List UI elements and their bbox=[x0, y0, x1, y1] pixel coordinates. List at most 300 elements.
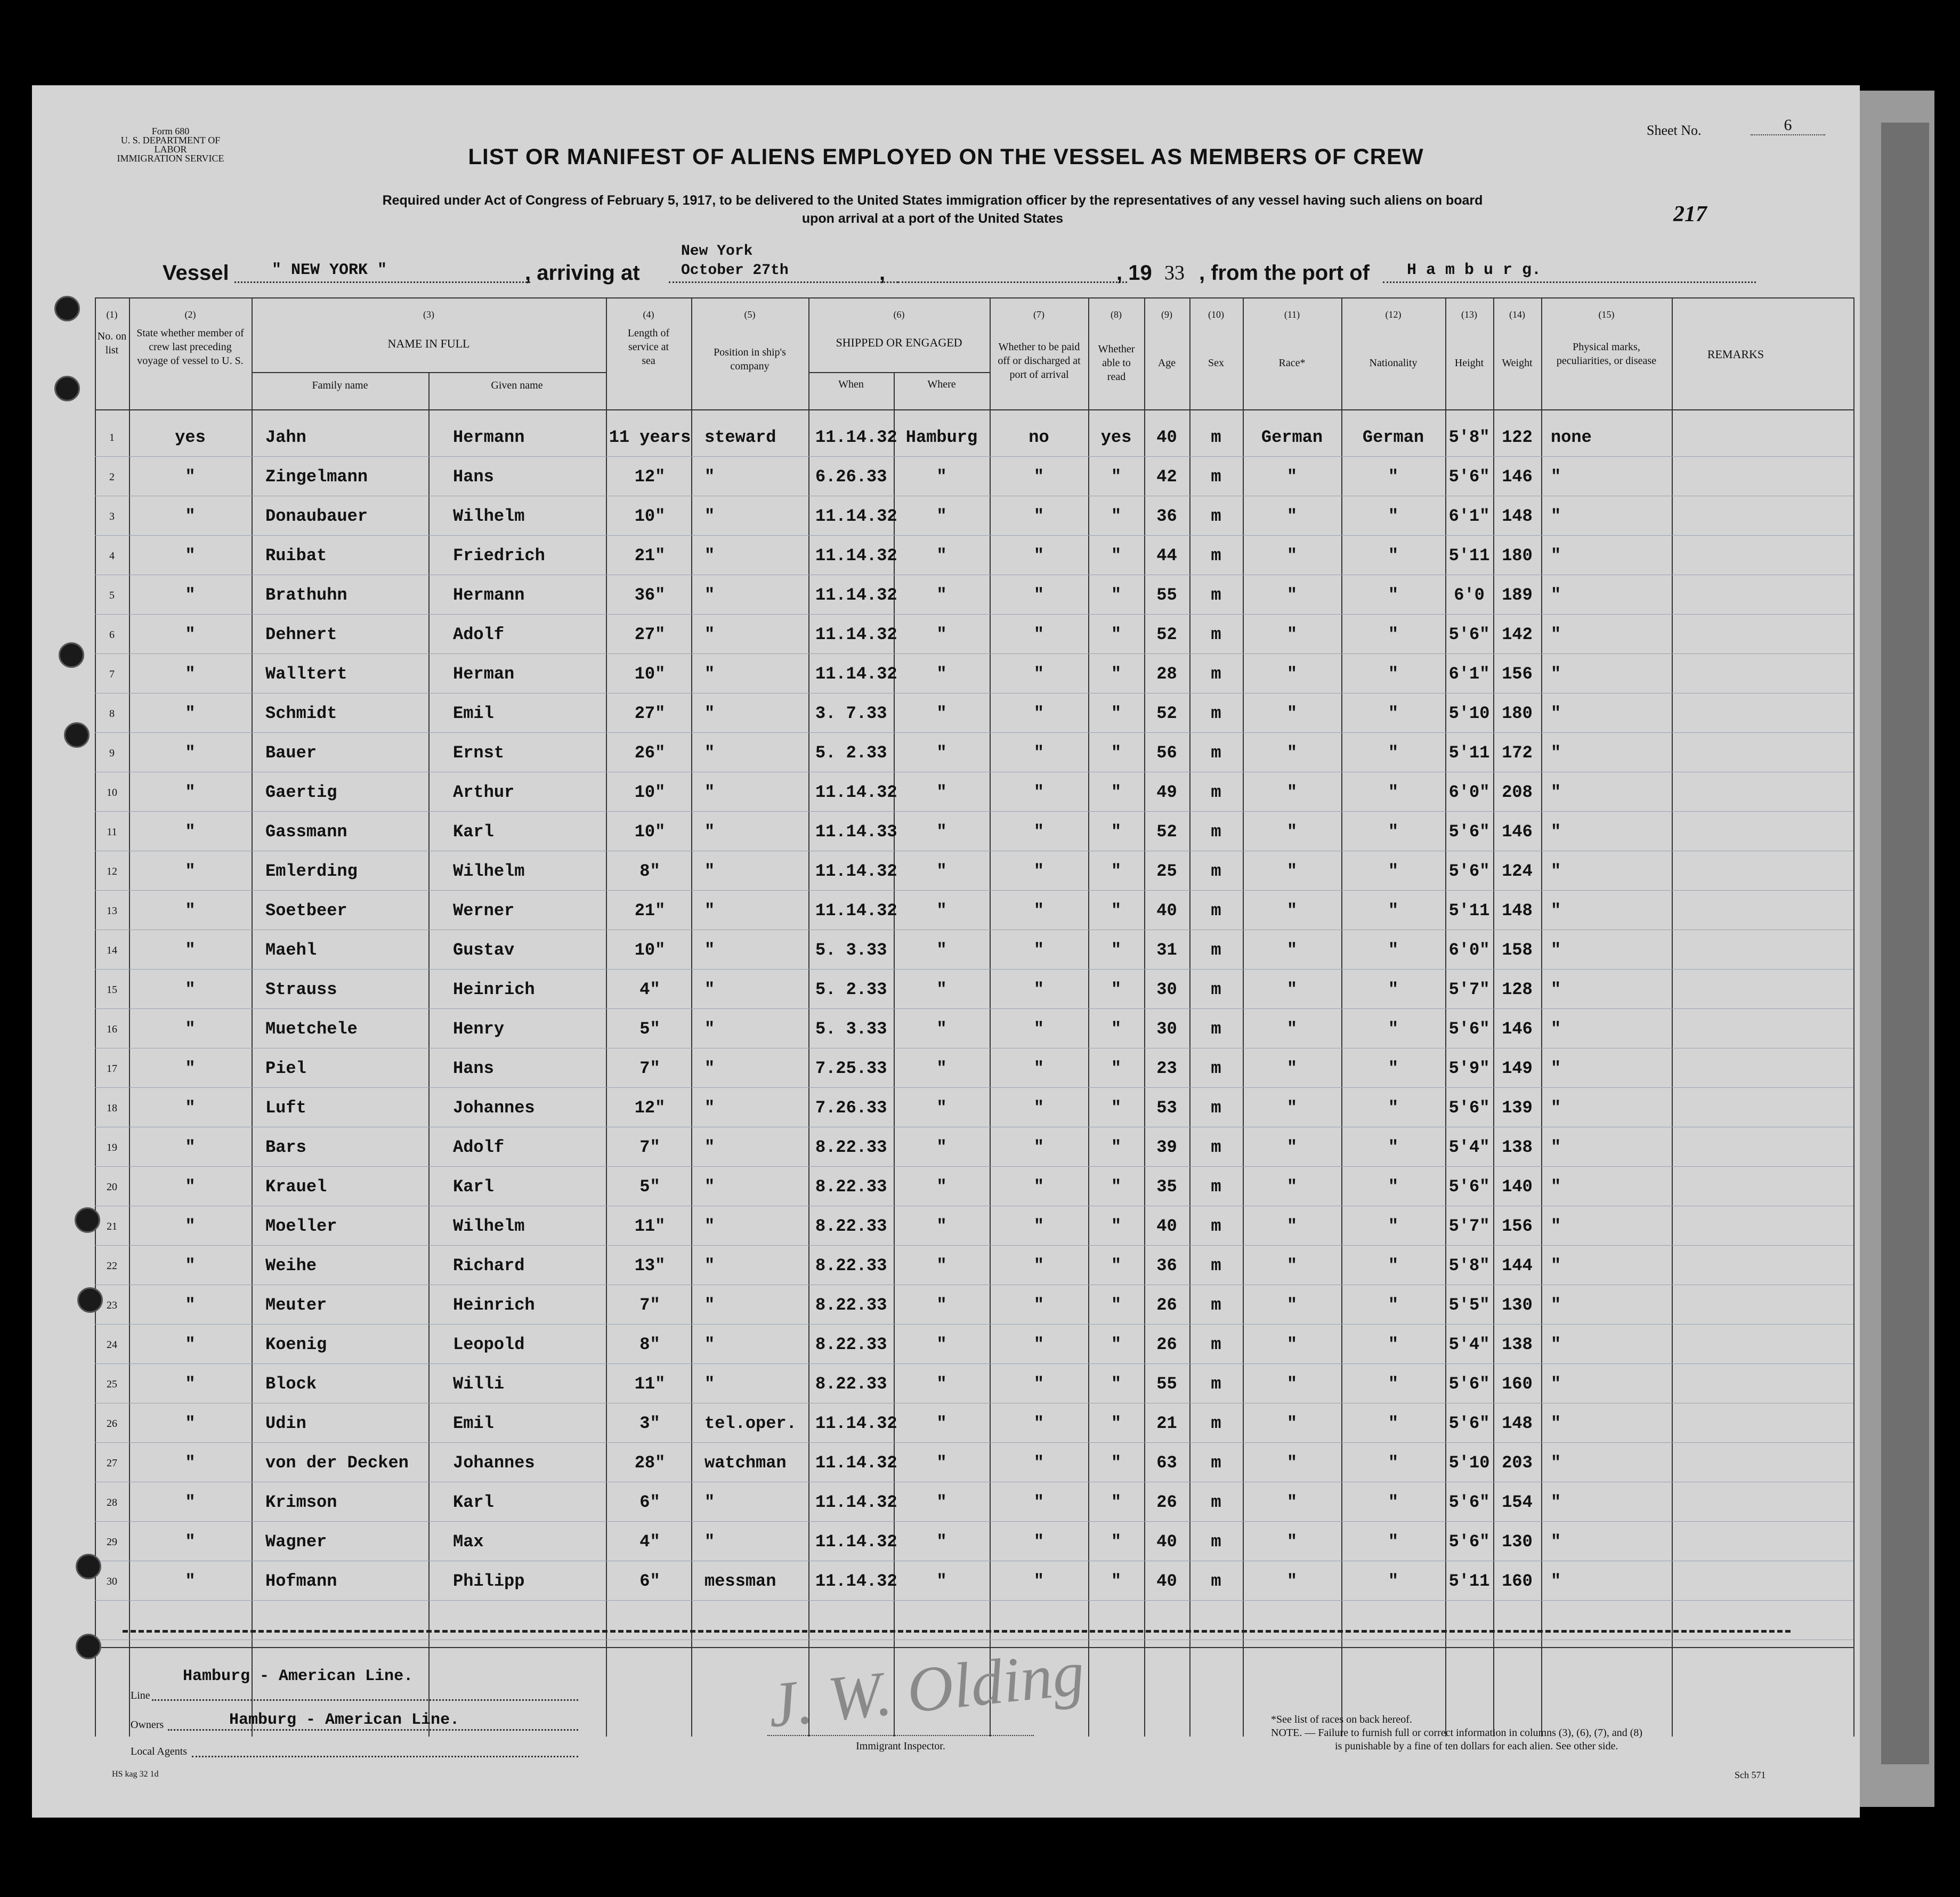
cell-shipped-when: 8.22.33 bbox=[815, 1177, 887, 1197]
cell-sex: m bbox=[1211, 1177, 1221, 1197]
cell-nationality: " bbox=[1388, 1414, 1399, 1433]
cell-row-number: 18 bbox=[107, 1102, 117, 1114]
cell-sex: m bbox=[1211, 1492, 1221, 1512]
cell-age: 30 bbox=[1156, 1019, 1177, 1039]
cell-race: " bbox=[1286, 704, 1298, 723]
cell-nationality: " bbox=[1388, 1059, 1399, 1078]
cell-previous-voyage: " bbox=[185, 1295, 196, 1315]
cell-ship-position: " bbox=[704, 861, 715, 881]
service-name: IMMIGRATION SERVICE bbox=[117, 153, 224, 164]
cell-paid-off: " bbox=[1033, 546, 1044, 566]
cell-age: 40 bbox=[1156, 427, 1177, 447]
cell-row-number: 26 bbox=[107, 1418, 117, 1430]
col-7-number: (7) bbox=[1033, 309, 1044, 320]
cell-given-name: Philipp bbox=[453, 1571, 525, 1591]
cell-race: " bbox=[1286, 861, 1298, 881]
cell-shipped-where: " bbox=[936, 1059, 947, 1078]
cell-weight: 180 bbox=[1502, 546, 1533, 566]
line-value: Hamburg - American Line. bbox=[183, 1667, 414, 1685]
cell-physical-marks: " bbox=[1551, 1492, 1561, 1512]
cell-row-number: 19 bbox=[107, 1142, 117, 1153]
row-rule bbox=[95, 1363, 1853, 1364]
cell-age: 30 bbox=[1156, 980, 1177, 999]
cell-row-number: 28 bbox=[107, 1497, 117, 1508]
cell-ship-position: " bbox=[704, 1295, 715, 1315]
cell-row-number: 27 bbox=[107, 1457, 117, 1469]
cell-weight: 128 bbox=[1502, 980, 1533, 999]
cell-given-name: Wilhelm bbox=[453, 861, 525, 881]
col-2-number: (2) bbox=[184, 309, 196, 320]
col-8-label: Whether able to read bbox=[1098, 343, 1135, 383]
cell-weight: 148 bbox=[1502, 506, 1533, 526]
col-4-label: Length of service at sea bbox=[627, 327, 670, 367]
cell-given-name: Max bbox=[453, 1532, 484, 1552]
row-rule bbox=[95, 1521, 1853, 1522]
cell-sex: m bbox=[1211, 743, 1221, 763]
agents-dotted-line bbox=[192, 1756, 578, 1757]
cell-family-name: Luft bbox=[265, 1098, 306, 1118]
cell-previous-voyage: " bbox=[185, 1453, 196, 1473]
col-3-given-name-label: Given name bbox=[491, 380, 543, 391]
cell-paid-off: " bbox=[1033, 901, 1044, 921]
schedule-number: Sch 571 bbox=[1735, 1770, 1766, 1780]
cell-weight: 203 bbox=[1502, 1453, 1533, 1473]
immigrant-inspector-label: Immigrant Inspector. bbox=[856, 1740, 945, 1752]
cell-paid-off: " bbox=[1033, 467, 1044, 487]
cell-shipped-when: 11.14.32 bbox=[815, 901, 897, 921]
cell-length-of-service: 5" bbox=[639, 1019, 660, 1039]
cell-height: 5'6" bbox=[1448, 822, 1490, 842]
cell-sex: m bbox=[1211, 1256, 1221, 1276]
col-3-label: NAME IN FULL bbox=[387, 337, 470, 350]
cell-nationality: " bbox=[1388, 1532, 1399, 1552]
cell-family-name: Meuter bbox=[265, 1295, 327, 1315]
cell-length-of-service: 21" bbox=[634, 901, 666, 921]
cell-race: " bbox=[1286, 822, 1298, 842]
cell-length-of-service: 10" bbox=[634, 822, 666, 842]
cell-physical-marks: " bbox=[1551, 822, 1561, 842]
column-divider bbox=[808, 297, 809, 1737]
col-6-when-label: When bbox=[838, 378, 864, 390]
cell-sex: m bbox=[1211, 901, 1221, 921]
cell-height: 5'10 bbox=[1448, 704, 1490, 723]
column-divider bbox=[1672, 297, 1673, 1737]
department-name: U. S. DEPARTMENT OF LABOR bbox=[120, 135, 221, 155]
cell-physical-marks: " bbox=[1551, 467, 1561, 487]
cell-shipped-when: 11.14.32 bbox=[815, 625, 897, 644]
bottom-dash-rule bbox=[123, 1630, 1791, 1633]
cell-shipped-when: 5. 3.33 bbox=[815, 1019, 887, 1039]
cell-shipped-where: " bbox=[936, 704, 947, 723]
cell-previous-voyage: " bbox=[185, 1177, 196, 1197]
col-15-number: (15) bbox=[1598, 309, 1615, 320]
row-rule bbox=[95, 1324, 1853, 1325]
cell-shipped-when: 5. 3.33 bbox=[815, 940, 887, 960]
cell-row-number: 6 bbox=[109, 629, 115, 641]
cell-physical-marks: " bbox=[1551, 1216, 1561, 1236]
cell-able-to-read: " bbox=[1111, 940, 1122, 960]
cell-previous-voyage: " bbox=[185, 625, 196, 644]
cell-race: " bbox=[1286, 980, 1298, 999]
cell-physical-marks: " bbox=[1551, 1019, 1561, 1039]
cell-age: 31 bbox=[1156, 940, 1177, 960]
cell-age: 49 bbox=[1156, 782, 1177, 802]
cell-given-name: Emil bbox=[453, 1414, 494, 1433]
cell-age: 21 bbox=[1156, 1414, 1177, 1433]
race-note: *See list of races on back hereof. bbox=[1271, 1714, 1412, 1725]
cell-previous-voyage: " bbox=[185, 1216, 196, 1236]
cell-nationality: " bbox=[1388, 1295, 1399, 1315]
cell-height: 6'0 bbox=[1454, 585, 1485, 605]
cell-height: 5'8" bbox=[1448, 1256, 1490, 1276]
cell-family-name: Gassmann bbox=[265, 822, 347, 842]
cell-physical-marks: " bbox=[1551, 901, 1561, 921]
cell-age: 40 bbox=[1156, 1571, 1177, 1591]
cell-previous-voyage: " bbox=[185, 1374, 196, 1394]
col-10-number: (10) bbox=[1208, 309, 1224, 320]
cell-nationality: " bbox=[1388, 1019, 1399, 1039]
cell-able-to-read: " bbox=[1111, 1374, 1122, 1394]
cell-weight: 160 bbox=[1502, 1374, 1533, 1394]
cell-family-name: Jahn bbox=[265, 427, 306, 447]
cell-ship-position: " bbox=[704, 664, 715, 684]
cell-weight: 146 bbox=[1502, 822, 1533, 842]
cell-physical-marks: " bbox=[1551, 585, 1561, 605]
date-dotted-line bbox=[898, 281, 1127, 283]
col-2-label: State whether member of crew last preceding voyage of vessel to U. S. bbox=[136, 327, 244, 367]
cell-given-name: Johannes bbox=[453, 1098, 535, 1118]
cell-length-of-service: 36" bbox=[634, 585, 666, 605]
cell-able-to-read: " bbox=[1111, 782, 1122, 802]
sheet-number-label: Sheet No. bbox=[1647, 123, 1702, 138]
cell-shipped-where: " bbox=[936, 467, 947, 487]
cell-previous-voyage: " bbox=[185, 704, 196, 723]
cell-able-to-read: " bbox=[1111, 1098, 1122, 1118]
cell-given-name: Arthur bbox=[453, 782, 515, 802]
cell-ship-position: " bbox=[704, 467, 715, 487]
cell-length-of-service: 10" bbox=[634, 506, 666, 526]
cell-length-of-service: 7" bbox=[639, 1059, 660, 1078]
cell-race: " bbox=[1286, 1532, 1298, 1552]
cell-previous-voyage: " bbox=[185, 1492, 196, 1512]
cell-previous-voyage: " bbox=[185, 901, 196, 921]
row-rule bbox=[95, 456, 1853, 457]
cell-sex: m bbox=[1211, 625, 1221, 644]
cell-nationality: " bbox=[1388, 506, 1399, 526]
cell-race: " bbox=[1286, 940, 1298, 960]
cell-able-to-read: " bbox=[1111, 822, 1122, 842]
cell-shipped-where: " bbox=[936, 901, 947, 921]
from-port-label: , from the port of bbox=[1199, 261, 1370, 285]
cell-length-of-service: 13" bbox=[634, 1256, 666, 1276]
cell-ship-position: " bbox=[704, 980, 715, 999]
cell-physical-marks: " bbox=[1551, 664, 1561, 684]
cell-physical-marks: " bbox=[1551, 743, 1561, 763]
cell-race: " bbox=[1286, 1492, 1298, 1512]
cell-ship-position: " bbox=[704, 585, 715, 605]
cell-race: " bbox=[1286, 664, 1298, 684]
from-port-dotted-line bbox=[1383, 281, 1756, 283]
shipped-subheader-rule bbox=[808, 372, 990, 373]
cell-previous-voyage: " bbox=[185, 782, 196, 802]
cell-shipped-when: 11.14.32 bbox=[815, 546, 897, 566]
cell-able-to-read: " bbox=[1111, 743, 1122, 763]
cell-given-name: Karl bbox=[453, 822, 494, 842]
cell-ship-position: " bbox=[704, 822, 715, 842]
cell-family-name: Udin bbox=[265, 1414, 306, 1433]
cell-age: 28 bbox=[1156, 664, 1177, 684]
cell-physical-marks: " bbox=[1551, 940, 1561, 960]
cell-weight: 160 bbox=[1502, 1571, 1533, 1591]
cell-ship-position: " bbox=[704, 1492, 715, 1512]
cell-race: " bbox=[1286, 1374, 1298, 1394]
cell-race: " bbox=[1286, 1019, 1298, 1039]
table-header-border bbox=[95, 409, 1853, 410]
cell-race: " bbox=[1286, 1335, 1298, 1354]
cell-age: 44 bbox=[1156, 546, 1177, 566]
cell-length-of-service: 7" bbox=[639, 1295, 660, 1315]
cell-shipped-where: " bbox=[936, 743, 947, 763]
cell-family-name: Bars bbox=[265, 1137, 306, 1157]
cell-nationality: " bbox=[1388, 1492, 1399, 1512]
cell-height: 5'9" bbox=[1448, 1059, 1490, 1078]
table-top-border bbox=[95, 297, 1853, 298]
cell-given-name: Karl bbox=[453, 1177, 494, 1197]
cell-family-name: Walltert bbox=[265, 664, 347, 684]
remarks-label: REMARKS bbox=[1707, 348, 1764, 361]
manifest-sheet bbox=[32, 85, 1860, 1818]
cell-family-name: Koenig bbox=[265, 1335, 327, 1354]
cell-shipped-where: " bbox=[936, 1453, 947, 1473]
cell-length-of-service: 4" bbox=[639, 980, 660, 999]
cell-age: 55 bbox=[1156, 1374, 1177, 1394]
line-label: Line bbox=[131, 1690, 150, 1701]
cell-race: " bbox=[1286, 1216, 1298, 1236]
cell-sex: m bbox=[1211, 585, 1221, 605]
cell-previous-voyage: " bbox=[185, 861, 196, 881]
cell-ship-position: " bbox=[704, 625, 715, 644]
cell-shipped-where: " bbox=[936, 861, 947, 881]
cell-shipped-when: 11.14.32 bbox=[815, 585, 897, 605]
cell-weight: 180 bbox=[1502, 704, 1533, 723]
row-rule bbox=[95, 1008, 1853, 1009]
col-13-label: Height bbox=[1454, 357, 1484, 369]
cell-shipped-where: " bbox=[936, 546, 947, 566]
cell-ship-position: " bbox=[704, 506, 715, 526]
cell-sex: m bbox=[1211, 1571, 1221, 1591]
cell-ship-position: " bbox=[704, 1374, 715, 1394]
col-6-label: SHIPPED OR ENGAGED bbox=[836, 336, 962, 349]
cell-family-name: Bauer bbox=[265, 743, 317, 763]
cell-physical-marks: " bbox=[1551, 1453, 1561, 1473]
cell-sex: m bbox=[1211, 467, 1221, 487]
cell-family-name: Donaubauer bbox=[265, 506, 368, 526]
cell-row-number: 4 bbox=[109, 550, 115, 562]
cell-paid-off: " bbox=[1033, 743, 1044, 763]
cell-previous-voyage: " bbox=[185, 546, 196, 566]
row-rule bbox=[95, 969, 1853, 970]
cell-height: 5'11 bbox=[1448, 901, 1490, 921]
cell-age: 52 bbox=[1156, 625, 1177, 644]
cell-previous-voyage: " bbox=[185, 1256, 196, 1276]
cell-physical-marks: " bbox=[1551, 1177, 1561, 1197]
cell-given-name: Willi bbox=[453, 1374, 505, 1394]
cell-length-of-service: 5" bbox=[639, 1177, 660, 1197]
cell-age: 55 bbox=[1156, 585, 1177, 605]
cell-shipped-when: 11.14.32 bbox=[815, 782, 897, 802]
cell-row-number: 23 bbox=[107, 1299, 117, 1311]
cell-height: 5'5" bbox=[1448, 1295, 1490, 1315]
cell-physical-marks: " bbox=[1551, 506, 1561, 526]
cell-row-number: 14 bbox=[107, 945, 117, 956]
cell-height: 5'6" bbox=[1448, 467, 1490, 487]
cell-paid-off: " bbox=[1033, 664, 1044, 684]
cell-weight: 140 bbox=[1502, 1177, 1533, 1197]
cell-row-number: 9 bbox=[109, 747, 115, 759]
cell-weight: 208 bbox=[1502, 782, 1533, 802]
cell-given-name: Wilhelm bbox=[453, 506, 525, 526]
cell-sex: m bbox=[1211, 1295, 1221, 1315]
cell-family-name: Moeller bbox=[265, 1216, 337, 1236]
cell-able-to-read: " bbox=[1111, 1532, 1122, 1552]
cell-previous-voyage: " bbox=[185, 1414, 196, 1433]
cell-nationality: " bbox=[1388, 625, 1399, 644]
cell-sex: m bbox=[1211, 782, 1221, 802]
cell-row-number: 29 bbox=[107, 1536, 117, 1548]
cell-nationality: " bbox=[1388, 1256, 1399, 1276]
cell-height: 5'6" bbox=[1448, 1532, 1490, 1552]
cell-able-to-read: " bbox=[1111, 1177, 1122, 1197]
row-rule bbox=[95, 653, 1853, 654]
cell-paid-off: " bbox=[1033, 1098, 1044, 1118]
cell-height: 5'11 bbox=[1448, 743, 1490, 763]
cell-shipped-when: 11.14.32 bbox=[815, 427, 897, 447]
cell-height: 5'6" bbox=[1448, 1492, 1490, 1512]
cell-paid-off: " bbox=[1033, 1216, 1044, 1236]
cell-nationality: " bbox=[1388, 782, 1399, 802]
col-11-label: Race* bbox=[1278, 357, 1306, 369]
col-6-number: (6) bbox=[893, 309, 905, 320]
binder-hole bbox=[76, 1634, 101, 1659]
cell-given-name: Johannes bbox=[453, 1453, 535, 1473]
cell-family-name: Hofmann bbox=[265, 1571, 337, 1591]
cell-previous-voyage: " bbox=[185, 506, 196, 526]
cell-weight: 156 bbox=[1502, 1216, 1533, 1236]
cell-physical-marks: " bbox=[1551, 1098, 1561, 1118]
cell-shipped-where: " bbox=[936, 1177, 947, 1197]
cell-nationality: " bbox=[1388, 1098, 1399, 1118]
cell-weight: 144 bbox=[1502, 1256, 1533, 1276]
col-14-label: Weight bbox=[1502, 357, 1533, 369]
cell-row-number: 20 bbox=[107, 1181, 117, 1193]
cell-paid-off: " bbox=[1033, 1532, 1044, 1552]
cell-paid-off: " bbox=[1033, 1335, 1044, 1354]
cell-age: 26 bbox=[1156, 1335, 1177, 1354]
cell-paid-off: " bbox=[1033, 1571, 1044, 1591]
subtitle-line-2: upon arrival at a port of the United States bbox=[801, 211, 1064, 226]
cell-shipped-when: 7.26.33 bbox=[815, 1098, 887, 1118]
cell-race: " bbox=[1286, 546, 1298, 566]
cell-shipped-where: " bbox=[936, 1098, 947, 1118]
binder-hole bbox=[54, 296, 80, 321]
binder-hole bbox=[59, 642, 84, 668]
cell-shipped-where: " bbox=[936, 1019, 947, 1039]
penalty-note-1: NOTE. — Failure to furnish full or correct information in columns (3), (6), (7), and (8) bbox=[1271, 1727, 1643, 1739]
cell-weight: 130 bbox=[1502, 1295, 1533, 1315]
cell-height: 5'6" bbox=[1448, 861, 1490, 881]
cell-weight: 149 bbox=[1502, 1059, 1533, 1078]
cell-shipped-where: " bbox=[936, 782, 947, 802]
cell-family-name: Ruibat bbox=[265, 546, 327, 566]
cell-nationality: " bbox=[1388, 743, 1399, 763]
cell-race: " bbox=[1286, 467, 1298, 487]
row-rule bbox=[95, 1600, 1853, 1601]
cell-paid-off: " bbox=[1033, 625, 1044, 644]
cell-shipped-when: 8.22.33 bbox=[815, 1256, 887, 1276]
cell-paid-off: " bbox=[1033, 822, 1044, 842]
cell-physical-marks: " bbox=[1551, 546, 1561, 566]
cell-ship-position: " bbox=[704, 1335, 715, 1354]
cell-age: 52 bbox=[1156, 704, 1177, 723]
cell-weight: 138 bbox=[1502, 1137, 1533, 1157]
col-12-label: Nationality bbox=[1369, 357, 1418, 369]
column-divider bbox=[1853, 297, 1854, 1737]
cell-physical-marks: " bbox=[1551, 1374, 1561, 1394]
col-4-number: (4) bbox=[643, 309, 654, 320]
cell-previous-voyage: " bbox=[185, 1571, 196, 1591]
cell-shipped-when: 11.14.32 bbox=[815, 1453, 897, 1473]
col-13-number: (13) bbox=[1461, 309, 1477, 320]
binder-hole bbox=[77, 1287, 103, 1313]
cell-able-to-read: " bbox=[1111, 1492, 1122, 1512]
cell-physical-marks: " bbox=[1551, 1137, 1561, 1157]
page-edge-shadow-back bbox=[1881, 123, 1929, 1764]
cell-able-to-read: " bbox=[1111, 861, 1122, 881]
cell-shipped-when: 11.14.32 bbox=[815, 664, 897, 684]
arrival-port: New York bbox=[681, 243, 753, 260]
cell-length-of-service: 7" bbox=[639, 1137, 660, 1157]
cell-race: " bbox=[1286, 585, 1298, 605]
binder-hole bbox=[54, 376, 80, 401]
cell-given-name: Henry bbox=[453, 1019, 505, 1039]
cell-given-name: Hermann bbox=[453, 585, 525, 605]
cell-sex: m bbox=[1211, 1532, 1221, 1552]
cell-weight: 156 bbox=[1502, 664, 1533, 684]
cell-row-number: 1 bbox=[109, 432, 115, 443]
cell-age: 26 bbox=[1156, 1492, 1177, 1512]
cell-length-of-service: 11" bbox=[634, 1216, 666, 1236]
cell-weight: 189 bbox=[1502, 585, 1533, 605]
cell-shipped-where: " bbox=[936, 980, 947, 999]
cell-family-name: Soetbeer bbox=[265, 901, 347, 921]
cell-row-number: 8 bbox=[109, 708, 115, 720]
cell-shipped-when: 5. 2.33 bbox=[815, 980, 887, 999]
cell-length-of-service: 12" bbox=[634, 467, 666, 487]
cell-age: 39 bbox=[1156, 1137, 1177, 1157]
cell-height: 6'0" bbox=[1448, 782, 1490, 802]
cell-sex: m bbox=[1211, 506, 1221, 526]
cell-row-number: 7 bbox=[109, 668, 115, 680]
cell-row-number: 13 bbox=[107, 905, 117, 917]
cell-paid-off: " bbox=[1033, 1256, 1044, 1276]
cell-previous-voyage: " bbox=[185, 940, 196, 960]
cell-shipped-when: 8.22.33 bbox=[815, 1216, 887, 1236]
cell-sex: m bbox=[1211, 861, 1221, 881]
cell-nationality: " bbox=[1388, 861, 1399, 881]
cell-given-name: Heinrich bbox=[453, 980, 535, 999]
cell-given-name: Gustav bbox=[453, 940, 515, 960]
cell-paid-off: " bbox=[1033, 1177, 1044, 1197]
